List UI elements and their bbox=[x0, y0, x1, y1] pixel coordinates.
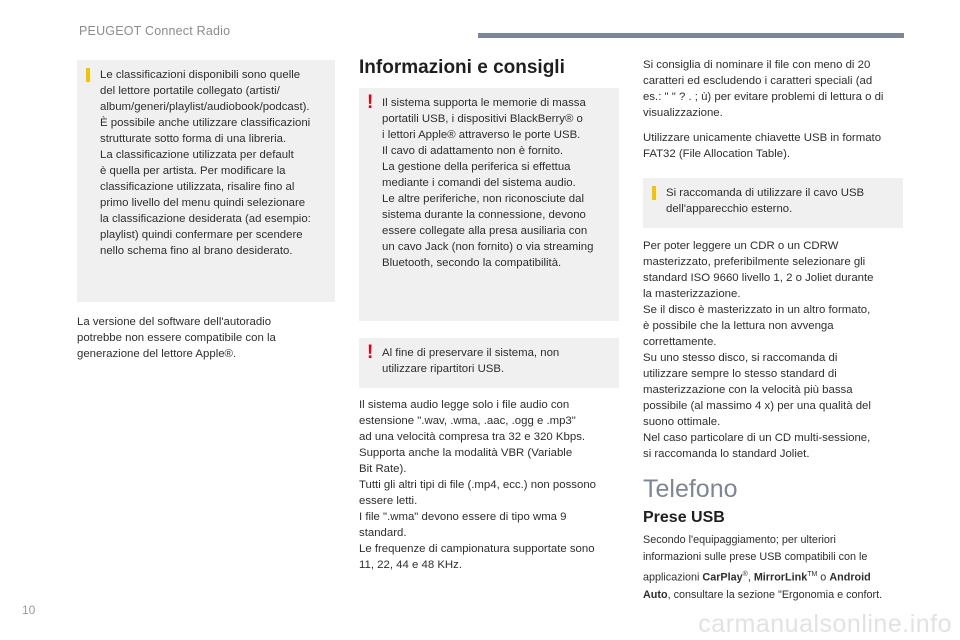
warning-box-splitter bbox=[359, 338, 619, 388]
info-note-box bbox=[77, 60, 335, 302]
warning-box-usb bbox=[359, 88, 619, 321]
android-label: Android bbox=[829, 571, 871, 584]
fat32-paragraph: Utilizzare unicamente chiavette USB in formato FAT32 (File Allocation Table). bbox=[643, 132, 882, 160]
audio-formats-paragraph: Il sistema audio legge solo i file audio con estensione ".wav, .wma, .aac, .ogg e .mp3" ad una velocità compresa tra 32 e 320 Kbps. Supporta anche la modalità VBR (Variable Bit Rate). Tutti gli altri tipi di file (.mp4, ecc.) non possono essere letti. I file ".wma" devono essere di tipo wma 9 standard. Le frequenze di campionatura supportate sono 11, 22, 44 e 48 KHz. bbox=[359, 399, 596, 571]
section-heading-info: Informazioni e consigli bbox=[359, 57, 565, 78]
page-number: 10 bbox=[22, 603, 36, 617]
section-heading-telefono: Telefono bbox=[643, 475, 738, 503]
registered-mark: ® bbox=[742, 571, 748, 578]
info-marker-icon bbox=[652, 186, 656, 200]
usb-line-1: Secondo l'equipaggiamento; per ulteriori bbox=[643, 534, 836, 546]
cable-note-text: Si raccomanda di utilizzare il cavo USB dell'apparecchio esterno. bbox=[666, 187, 865, 215]
running-header: PEUGEOT Connect Radio bbox=[79, 24, 231, 38]
warning-splitter-text: Al fine di preservare il sistema, non utilizzare ripartitori USB. bbox=[382, 347, 560, 375]
watermark: carmanualsonline.info bbox=[698, 610, 952, 638]
info-note-text: Le classificazioni disponibili sono quelle del lettore portatile collegato (artisti/ album/generi/playlist/audiobook/podcast). È possibile anche utilizzare classificazioni strutturate sotto forma di una libreria. La classificazione utilizzata per default è quella per artista. Per modificare la classificazione utilizzata, risalire fino al primo livello del menu quindi selezionare la classificazione desiderata (ad esempio: playlist) quindi confermare per scendere nello schema fino al brano desiderato. bbox=[100, 69, 311, 257]
carplay-label: CarPlay bbox=[702, 571, 743, 584]
mirrorlink-label: MirrorLink bbox=[753, 571, 808, 584]
usb-line-4: , consultare la sezione "Ergonomia e confort. bbox=[667, 588, 883, 601]
warning-usb-text: Il sistema supporta le memorie di massa portatili USB, i dispositivi BlackBerry® o i lettori Apple® attraverso le porte USB. Il cavo di adattamento non è fornito. La gestione della periferica si effettua mediante i comandi del sistema audio. Le altre periferiche, non riconosciute dal sistema durante la connessione, devono essere collegate alla presa ausiliaria con un cavo Jack (non fornito) o via streaming Bluetooth, secondo la compatibilità. bbox=[382, 97, 594, 269]
separator-comma: , bbox=[747, 571, 754, 584]
usb-line-2: informazioni sulle prese USB compatibili con le bbox=[643, 551, 868, 563]
cd-burning-paragraph: Per poter leggere un CDR o un CDRW masterizzato, preferibilmente selezionare gli standard ISO 9660 livello 1, 2 o Joliet durante la masterizzazione. Se il disco è masterizzato in un altro formato, è possibile che la lettura non avvenga correttamente. Su uno stesso disco, si raccomanda di utilizzare sempre lo stesso standard di masterizzazione con la velocità più bassa possibile (al massimo 4 x) per una qualità del suono ottimale. Nel caso particolare di un CD multi-sessione, si raccomanda lo standard Joliet. bbox=[643, 240, 874, 460]
usb-line-3-prefix: applicazioni bbox=[643, 571, 703, 584]
warning-icon: ! bbox=[367, 342, 374, 363]
header-rule bbox=[478, 33, 904, 38]
usb-ports-paragraph bbox=[643, 532, 923, 604]
subheading-usb: Prese USB bbox=[643, 509, 725, 526]
info-note-box-cable bbox=[643, 178, 903, 228]
apple-compat-paragraph: La versione del software dell'autoradio potrebbe non essere compatibile con la generazione del lettore Apple®. bbox=[77, 316, 276, 360]
conjunction-o: o bbox=[817, 571, 830, 584]
warning-icon: ! bbox=[367, 92, 374, 113]
auto-label: Auto bbox=[643, 588, 668, 601]
info-marker-icon bbox=[86, 68, 90, 82]
filename-advice-paragraph: Si consiglia di nominare il file con meno di 20 caratteri ed escludendo i caratteri speciali (ad es.: " " ? . ; ù) per evitare problemi di lettura o di visualizzazione. bbox=[643, 59, 884, 119]
trademark-mark: TM bbox=[807, 571, 818, 578]
